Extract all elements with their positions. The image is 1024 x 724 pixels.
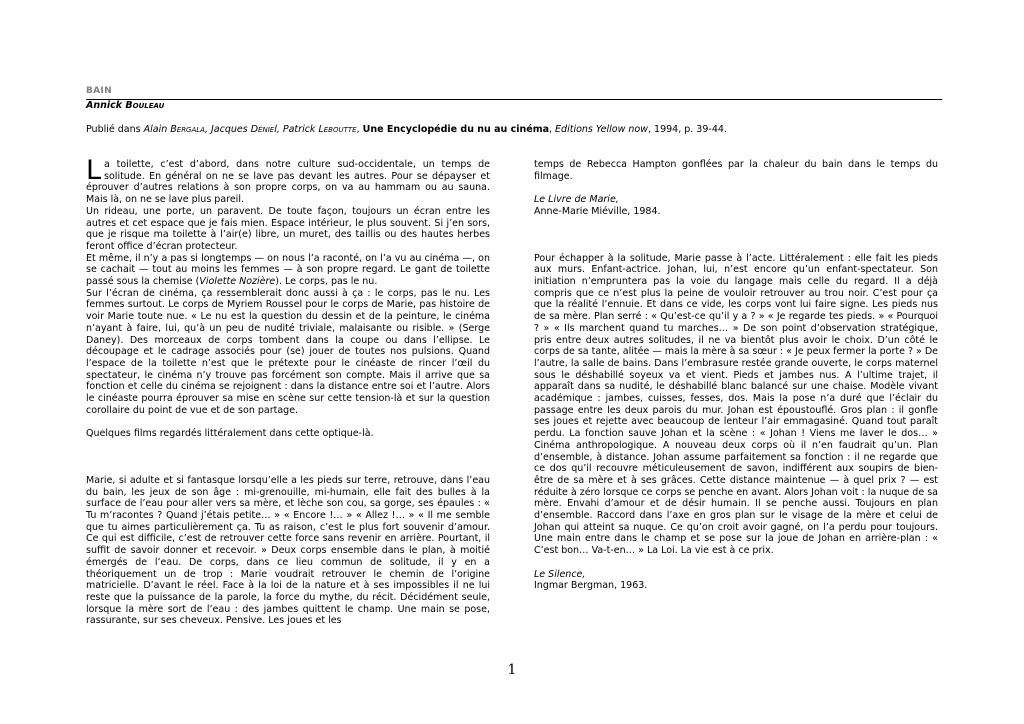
publication-suffix: , 1994, p. 39-44. bbox=[647, 124, 727, 135]
author-name bbox=[86, 100, 942, 112]
paragraph: Sur l’écran de cinéma, ça ressemblerait donc aussi à ça : le corps, pas le nu. Les femmes surtout. Le corps de Myriem Roussel pour le corps de Marie, pas histoire de voir Marie toute nue. « Le nu est la question du dessin et de la peinture, le cinéma n’ayant à faire, lui, qu’à un peu de nudité triviale, malaisante ou risible. » (Serge Daney). Des morceaux de corps tombent dans la coupe ou dans l’ellipse. Le découpage et le cadrage associés pour (se) jouer de toutes nos pulsions. Quand l’espace de la toilette n’est que le prétexte pour le cinéaste de rincer l’œil du spectateur, le cinéma n’y trouve pas forcément son compte. Mais il arrive que sa fonction et celle du cinéma se rejoignent : dans la distance entre soi et l’autre. Alors le cinéaste pourra éprouver sa mise en scène sur cette tension-là et sur la question corollaire du point de vue et de son partage. bbox=[86, 287, 490, 416]
paragraph-text: a toilette, c’est d’abord, dans notre culture sud-occidentale, un temps de solitude. En général on ne se lave pas devant les autres. Pour se dépayser et éprouver d’autres relations à son propre corps, on va au hammam ou au sauna. Mais là, on ne se lave plus pareil. bbox=[86, 159, 490, 206]
page-number: 1 bbox=[507, 662, 517, 678]
publication-line bbox=[86, 124, 942, 136]
film-credit: Ingmar Bergman, 1963. bbox=[534, 580, 648, 592]
paragraph: temps de Rebecca Hampton gonflées par la chaleur du bain dans le temps du filmage. bbox=[534, 159, 938, 182]
author-first-name: Annick bbox=[86, 100, 126, 111]
publisher: Editions Yellow now bbox=[555, 124, 648, 135]
drop-cap: L bbox=[86, 155, 102, 186]
editor-b-first: , Jacques bbox=[204, 124, 251, 135]
film-title bbox=[534, 194, 938, 206]
film-title-text: Le Silence, bbox=[534, 568, 586, 580]
film-title bbox=[534, 569, 938, 581]
paragraph bbox=[86, 253, 490, 288]
paragraph: Pour échapper à la solitude, Marie passe à l’acte. Littéralement : elle fait les pieds aux murs. Enfant-actrice. Johan, lui, n’est encore qu’un enfant-spectateur. Son initiation n’empruntera pas la voie du langage mais celle du regard. Il a déjà compris que ce n’est plus la peine de vouloir retrouver au trou noir. C’est pour ça que la réalité l’ennuie. Et dans ce vide, les corps vont lui faire signe. Les pieds nus de sa mère. Plan serré : « Qu’est-ce qu’il y a ? » « Je regarde tes pieds. » « Pourquoi ? » « Ils marchent quand tu marches… » De son point d’observation stratégique, pris entre deux autres solitudes, il ne va bientôt plus avoir le choix. D’un côté le corps de sa tante, alitée — mais la mère à sa sœur : « Je peux fermer la porte ? » De l’autre, la salle de bains. Dans l’embrasure restée grande ouverte, le corps maternel sous le déshabillé soyeux va et vient. Pieds et jambes nus. A l’ultime trajet, il apparaît dans sa nudité, le déshabillé blanc balancé sur une chaise. Modèle vivant académique : jambes, cuisses, fesses, dos. Mais la pose n’a duré que l’éclair du passage entre les deux parois du mur. Johan est époustouflé. Gros plan : il gonfle ses joues et rejette avec beaucoup de lenteur l’air emmagasiné. Quand tout paraît perdu. La fonction sauve Johan et la scène : « Johan ! Viens me laver le dos… » Cinéma anthropologique. A nouveau deux corps où il n’en faudrait qu’un. Plan d’ensemble, à distance. Johan assume parfaitement sa fonction : il ne regarde que ce dos qu’il recouvre méticuleusement de savon, indifférent aux soupirs de bien-être de sa mère et à ses grâces. Cette distance maintenue — à quel prix ? — est réduite à zéro lorsque ce corps se penche en avant. Alors Johan voit : la nuque de sa mère. Envahi d’amour et de désir humain. Il se penche aussi. Toujours en plan d’ensemble. Raccord dans l’axe en gros plan sur le visage de la mère et celui de Johan qui atteint sa nuque. Ce qu’on croit avoir gagné, on l’a perdu pour toujours. Une main entre dans le champ et se pose sur la joue de Johan en arrière-plan : « C’est bon… Va-t-en… » La Loi. La vie est à ce prix. bbox=[534, 252, 939, 557]
film-title-inline: Violette Nozière bbox=[199, 276, 276, 288]
spacer bbox=[534, 241, 938, 253]
publication-prefix: Publié dans bbox=[86, 124, 144, 135]
spacer bbox=[86, 416, 490, 428]
paragraph-text: ). Le corps, pas le nu. bbox=[275, 276, 378, 288]
spacer bbox=[534, 182, 938, 194]
publication-sep2: , bbox=[549, 124, 556, 135]
spacer bbox=[534, 218, 938, 241]
editor-a-first: Alain bbox=[143, 124, 171, 135]
author-last-name: Bouleau bbox=[125, 100, 165, 111]
paragraph: Quelques films regardés littéralement dans cette optique-là. bbox=[86, 428, 374, 440]
header-rule bbox=[86, 99, 942, 100]
editor-b-last: Dénie bbox=[250, 124, 275, 135]
section-label: BAIN bbox=[86, 86, 112, 96]
paragraph: Un rideau, une porte, un paravent. De toute façon, toujours un écran entre les autres et cet espace que je fais mien. Espace intérieur, le plus souvent. Si j’en sors, que je risque ma toilette à l’air(e) libre, un muret, des taillis ou des hautes herbes feront office d’écran protecteur. bbox=[86, 205, 490, 252]
paragraph: Marie, si adulte et si fantasque lorsqu’elle a les pieds sur terre, retrouve, dans l’eau du bain, les jeux de son âge : mi-grenouille, mi-humain, elle fait des bulles à la surface de l’eau pour aller vers sa mère, et lèche son cou, sa gorge, ses épaules : « Tu m’racontes ? Quand j’étais petite… » « Encore !… » « Allez !… » « Il me semble que tu aimes particulièrement ça. Tu as raison, c’est le plus fort souvenir d’amour. Ce qui est difficile, c’est de retrouver cette force sans revenir en arrière. Pourtant, il suffit de savoir donner et recevoir. » Deux corps ensemble dans le plan, à moitié émergés de l’eau. De corps, dans ce lieu commun de solitude, il y en a théoriquement un de trop : Marie voudrait retrouver le chemin de l’origine matricielle. D’avant le réel. Face à la loi de la nature et à ses impossibles il ne lui reste que la puissance de la parole, la force du mythe, du récit. Décidément seule, lorsque la mère sort de l’eau : des jambes quittent le champ. Une main se pose, rassurante, sur ses cheveux. Pensive. Les joues et les bbox=[86, 474, 490, 627]
editor-c-last: Leboutte bbox=[318, 124, 357, 135]
book-title: Une Encyclopédie du nu au cinéma bbox=[362, 124, 549, 135]
film-credit: Anne-Marie Miéville, 1984. bbox=[534, 205, 661, 217]
left-column bbox=[86, 155, 490, 627]
film-title-text: Le Livre de Marie, bbox=[534, 194, 619, 206]
paragraph bbox=[86, 155, 490, 206]
editor-c-first: l, Patrick bbox=[274, 124, 319, 135]
spacer bbox=[86, 463, 490, 475]
spacer bbox=[534, 557, 938, 569]
right-column bbox=[534, 159, 938, 592]
publication-sep1: , bbox=[356, 124, 363, 135]
paragraph-text: Et même, il n’y a pas si longtemps — on nous l’a raconté, on l’a vu au cinéma —, on se cachait — tout au moins les femmes — à son propre regard. Le gant de toilette passé sous la chemise ( bbox=[86, 252, 490, 288]
document-header bbox=[86, 86, 942, 112]
spacer bbox=[86, 440, 490, 463]
editor-a-last: Bergala bbox=[170, 124, 205, 135]
